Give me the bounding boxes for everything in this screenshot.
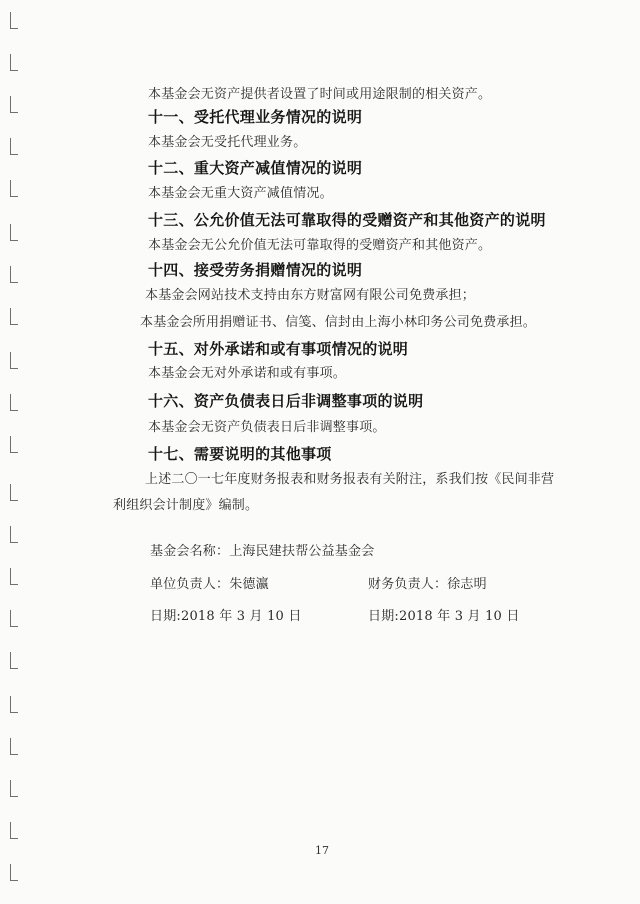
section-heading-16: 十六、资产负债表日后非调整事项的说明 [148, 392, 424, 410]
section-17-paragraph-line-1: 上述二〇一七年度财务报表和财务报表有关附注，系我们按《民间非营 [145, 472, 555, 487]
date-right: 日期:2018 年 3 月 10 日 [368, 609, 520, 624]
section-heading-12: 十二、重大资产减值情况的说明 [148, 159, 363, 177]
section-17-paragraph-line-2: 利组织会计制度》编制。 [113, 498, 259, 513]
intro-paragraph: 本基金会无资产提供者设置了时间或用途限制的相关资产。 [148, 87, 492, 102]
unit-head: 单位负责人：朱德瀛 [150, 577, 269, 592]
section-heading-11: 十一、受托代理业务情况的说明 [148, 108, 363, 126]
finance-head: 财务负责人：徐志明 [368, 577, 487, 592]
section-12-paragraph: 本基金会无重大资产减值情况。 [148, 186, 333, 201]
section-heading-17: 十七、需要说明的其他事项 [148, 445, 332, 463]
section-heading-14: 十四、接受劳务捐赠情况的说明 [148, 261, 363, 279]
binding-mark [10, 54, 18, 71]
section-heading-15: 十五、对外承诺和或有事项情况的说明 [148, 340, 409, 358]
binding-mark [10, 180, 18, 197]
binding-mark [10, 484, 18, 501]
binding-mark [10, 780, 18, 797]
binding-mark [10, 652, 18, 669]
binding-mark [10, 138, 18, 155]
foundation-name: 基金会名称：上海民建扶帮公益基金会 [150, 544, 375, 559]
binding-mark [10, 394, 18, 411]
binding-mark [10, 266, 18, 283]
binding-mark [10, 610, 18, 627]
binding-mark [10, 696, 18, 713]
section-14-paragraph-1: 本基金会网站技术支持由东方财富网有限公司免费承担； [145, 288, 476, 303]
section-heading-13: 十三、公允价值无法可靠取得的受赠资产和其他资产的说明 [148, 211, 546, 229]
section-11-paragraph: 本基金会无受托代理业务。 [148, 135, 307, 150]
binding-mark [10, 12, 18, 29]
binding-mark [10, 568, 18, 585]
binding-mark [10, 738, 18, 755]
page-number: 17 [315, 844, 329, 857]
binding-mark [10, 864, 18, 881]
date-left: 日期:2018 年 3 月 10 日 [150, 609, 302, 624]
section-15-paragraph: 本基金会无对外承诺和或有事项。 [148, 366, 347, 381]
binding-mark [10, 352, 18, 369]
section-14-paragraph-2: 本基金会所用捐赠证书、信笺、信封由上海小林印务公司免费承担。 [140, 315, 537, 330]
binding-mark [10, 822, 18, 839]
binding-mark [10, 436, 18, 453]
binding-mark [10, 96, 18, 113]
binding-mark [10, 526, 18, 543]
section-16-paragraph: 本基金会无资产负债表日后非调整事项。 [148, 420, 386, 435]
binding-mark [10, 308, 18, 325]
section-13-paragraph: 本基金会无公允价值无法可靠取得的受赠资产和其他资产。 [148, 238, 492, 253]
binding-mark [10, 224, 18, 241]
